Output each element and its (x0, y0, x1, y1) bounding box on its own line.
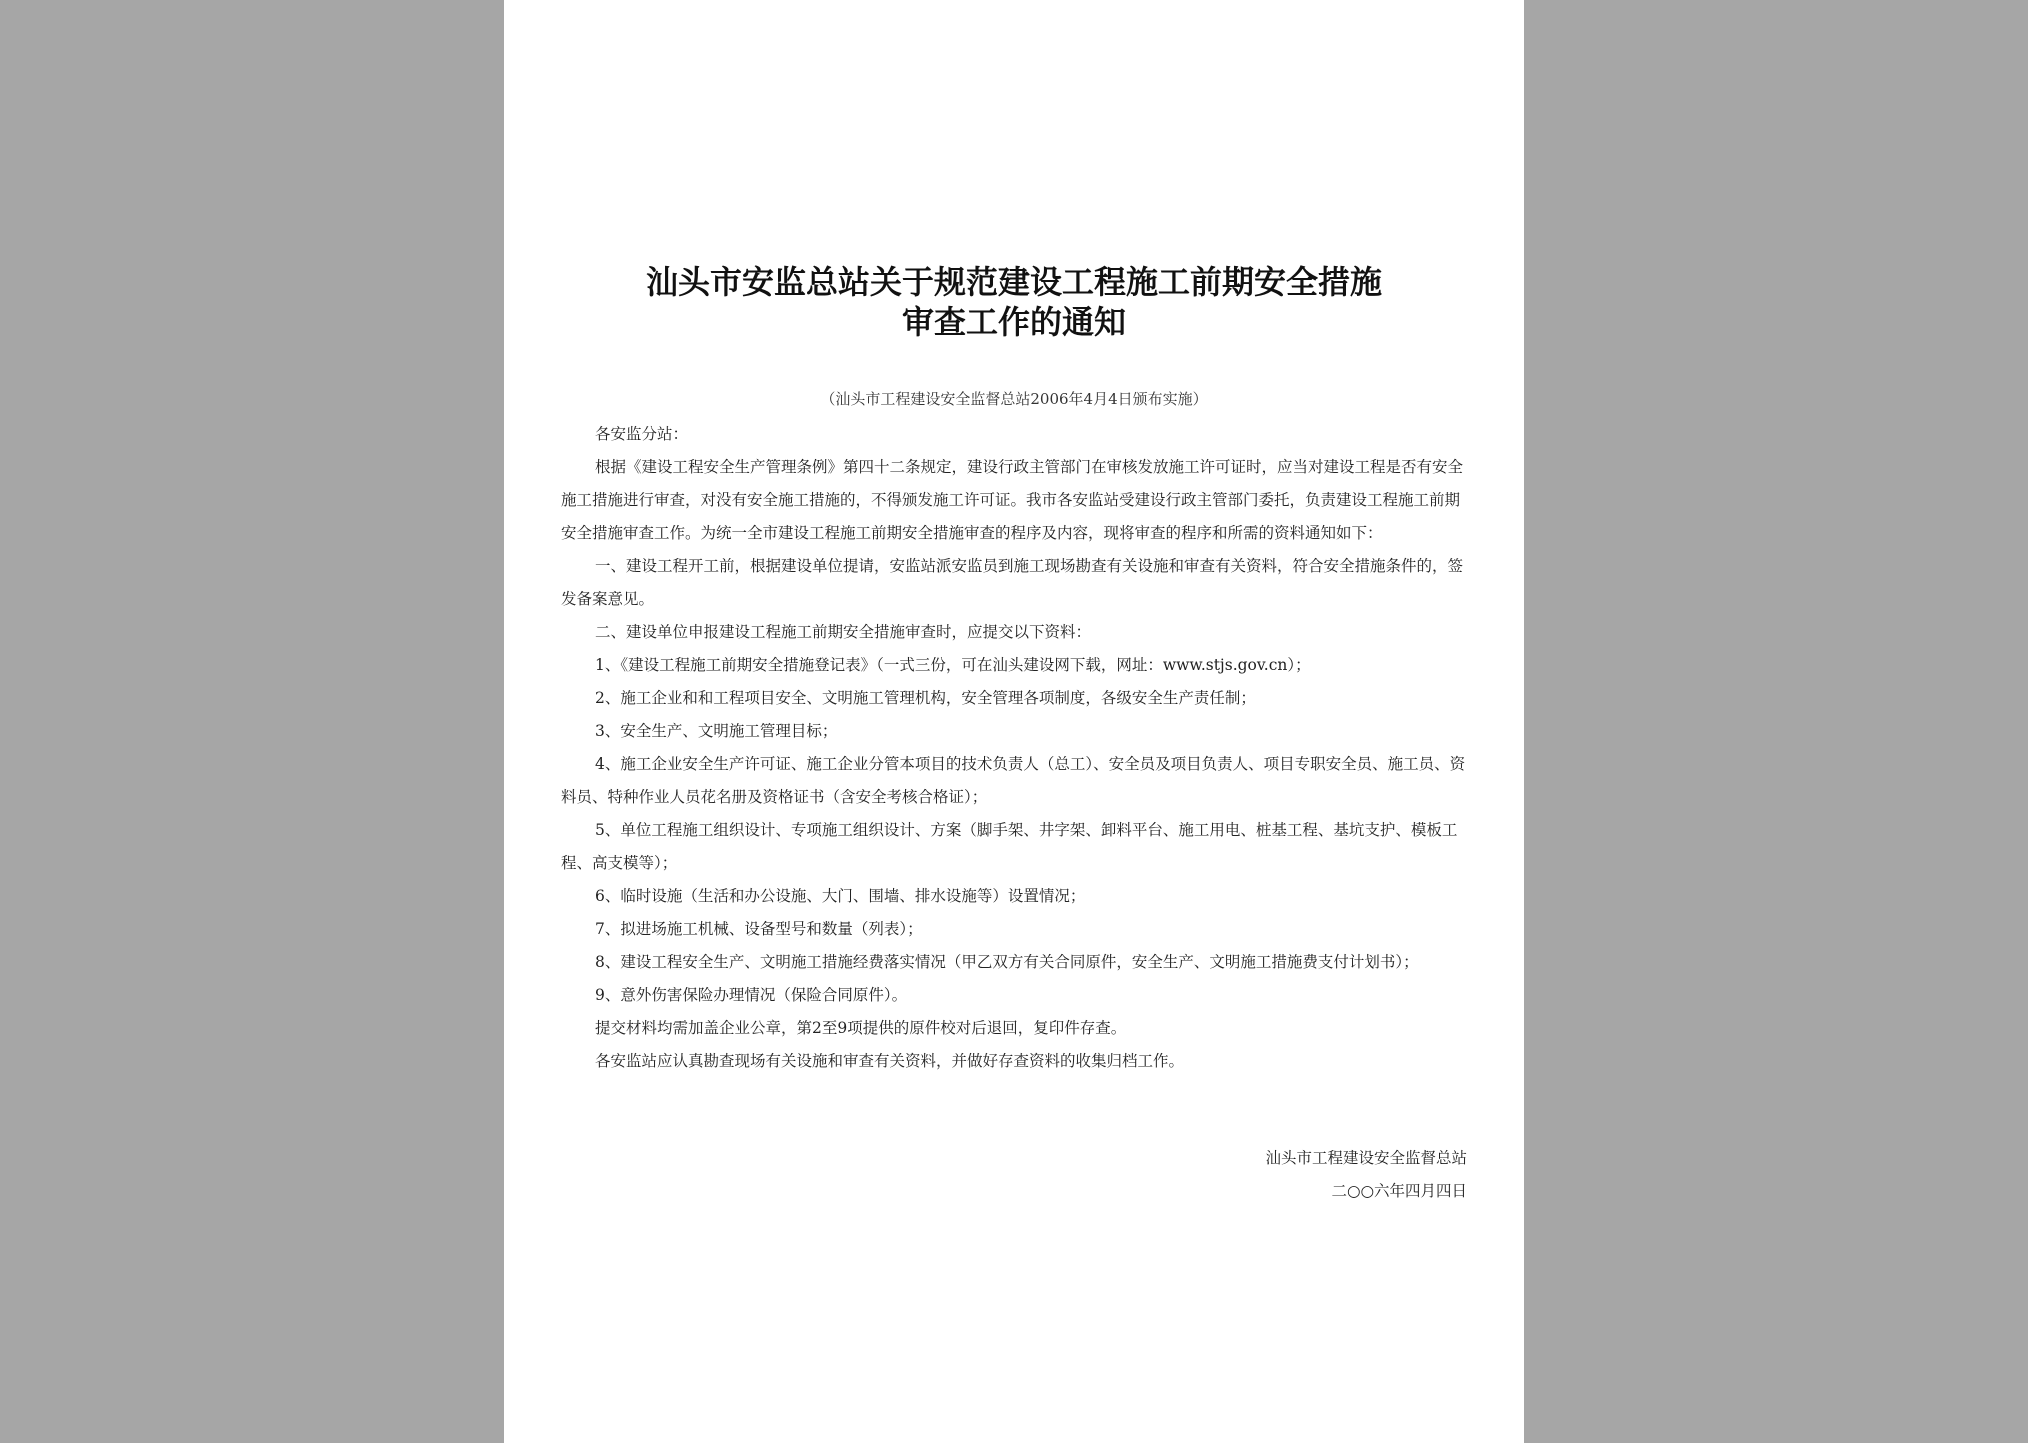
list-item-3: 3、安全生产、文明施工管理目标； (595, 722, 838, 740)
document-body (561, 418, 1471, 1078)
paragraph-closing: 各安监站应认真勘查现场有关设施和审查有关资料，并做好存查资料的收集归档工作。 (595, 1052, 1185, 1070)
paragraph-item-one: 一、建设工程开工前，根据建设单位提请，安监站派安监员到施工现场勘查有关设施和审查有关资料，符合安全措施条件的，签发备案意见。 (561, 557, 1464, 608)
list-item-1: 1、《建设工程施工前期安全措施登记表》（一式三份，可在汕头建设网下载，网址：www.stjs.gov.cn）； (595, 656, 1311, 674)
issuer-signature: 汕头市工程建设安全监督总站 (1265, 1149, 1467, 1167)
title-line-2: 审查工作的通知 (901, 303, 1126, 341)
document-subtitle: （汕头市工程建设安全监督总站2006年4月4日颁布实施） (820, 390, 1208, 408)
list-item-6: 6、临时设施（生活和办公设施、大门、围墙、排水设施等）设置情况； (595, 887, 1086, 905)
list-item-9: 9、意外伤害保险办理情况（保险合同原件）。 (595, 986, 908, 1004)
salutation: 各安监分站： (595, 425, 689, 443)
list-item-7: 7、拟进场施工机械、设备型号和数量（列表）； (595, 920, 923, 938)
paragraph-intro: 根据《建设工程安全生产管理条例》第四十二条规定，建设行政主管部门在审核发放施工许可证时，应当对建设工程是否有安全施工措施进行审查，对没有安全施工措施的，不得颁发施工许可证。我市各安监站受建设行政主管部门委托，负责建设工程施工前期安全措施审查工作。为统一全市建设工程施工前期安全措施审查的程序及内容，现将审查的程序和所需的资料通知如下： (561, 458, 1464, 542)
paragraph-submission-note: 提交材料均需加盖企业公章，第2至9项提供的原件校对后退回，复印件存查。 (595, 1019, 1127, 1037)
list-item-8: 8、建设工程安全生产、文明施工措施经费落实情况（甲乙双方有关合同原件，安全生产、文明施工措施费支付计划书）； (595, 953, 1419, 971)
document-title (504, 262, 1524, 342)
list-item-5: 5、单位工程施工组织设计、专项施工组织设计、方案（脚手架、井字架、卸料平台、施工用电、桩基工程、基坑支护、模板工程、高支模等）； (561, 821, 1458, 872)
document-page (504, 0, 1524, 1443)
paragraph-item-two: 二、建设单位申报建设工程施工前期安全措施审查时，应提交以下资料： (595, 623, 1092, 641)
list-item-2: 2、施工企业和和工程项目安全、文明施工管理机构，安全管理各项制度，各级安全生产责任制； (595, 689, 1256, 707)
list-item-4: 4、施工企业安全生产许可证、施工企业分管本项目的技术负责人（总工）、安全员及项目负责人、项目专职安全员、施工员、资料员、特种作业人员花名册及资格证书（含安全考核合格证）； (561, 755, 1466, 806)
issue-date: 二○○六年四月四日 (1331, 1182, 1467, 1200)
title-line-1: 汕头市安监总站关于规范建设工程施工前期安全措施 (645, 263, 1382, 301)
